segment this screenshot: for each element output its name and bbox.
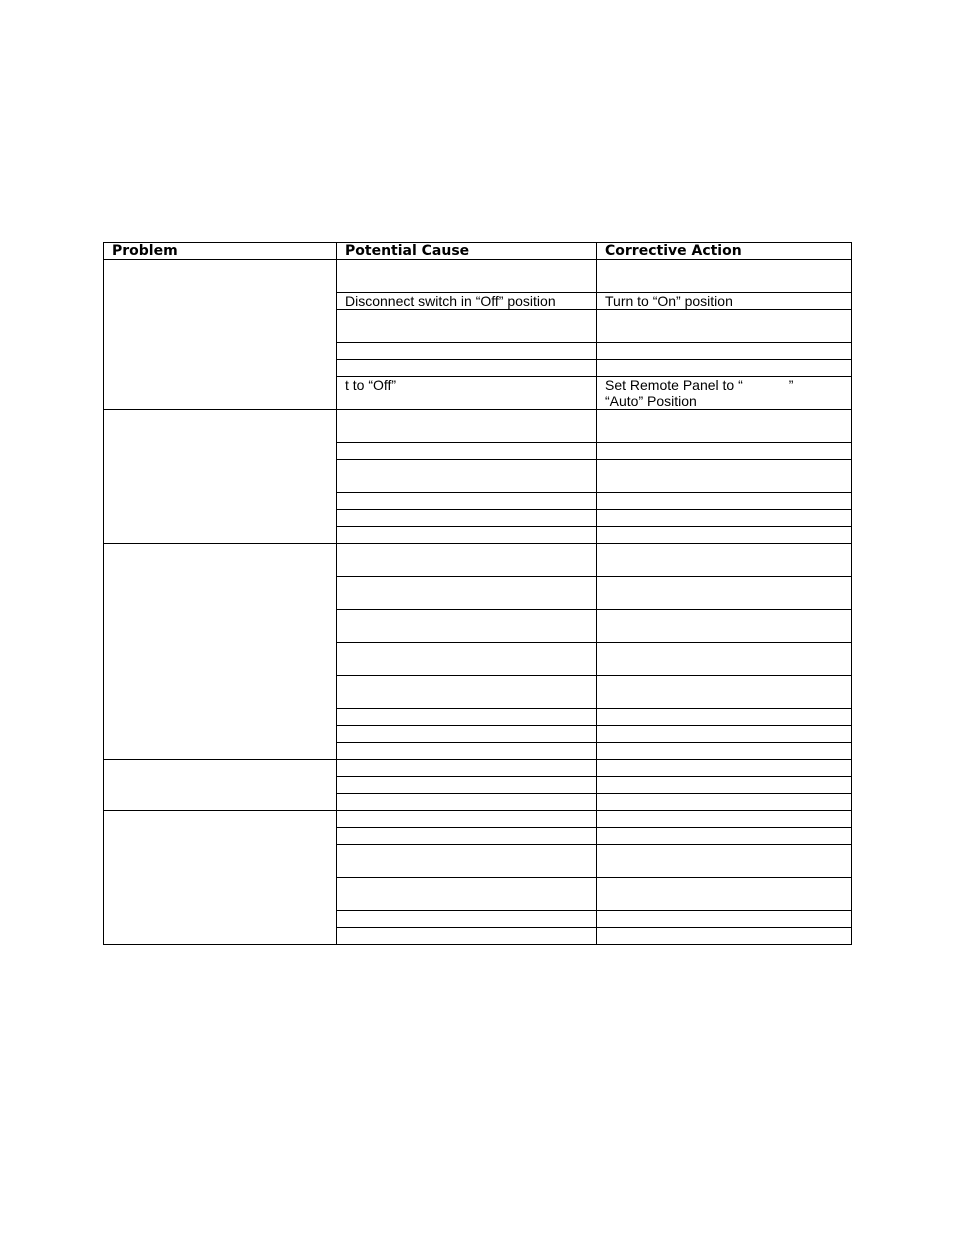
cause-cell bbox=[337, 845, 597, 878]
action-cell bbox=[597, 260, 852, 293]
cause-cell bbox=[337, 460, 597, 493]
cause-cell bbox=[337, 610, 597, 643]
problem-cell bbox=[104, 811, 337, 945]
cause-cell: Disconnect switch in “Off” position bbox=[337, 293, 597, 310]
action-line bbox=[605, 377, 851, 393]
cause-cell bbox=[337, 443, 597, 460]
action-cell bbox=[597, 911, 852, 928]
action-cell bbox=[597, 676, 852, 709]
action-cell bbox=[597, 410, 852, 443]
action-cell bbox=[597, 360, 852, 377]
problem-cell bbox=[104, 544, 337, 760]
cause-cell bbox=[337, 794, 597, 811]
cause-cell bbox=[337, 878, 597, 911]
action-cell bbox=[597, 878, 852, 911]
cause-cell bbox=[337, 544, 597, 577]
table-row bbox=[104, 544, 852, 577]
action-cell bbox=[597, 828, 852, 845]
table-row bbox=[104, 811, 852, 828]
action-cell bbox=[597, 743, 852, 760]
action-cell bbox=[597, 709, 852, 726]
cause-cell bbox=[337, 709, 597, 726]
action-cell bbox=[597, 928, 852, 945]
table-row bbox=[104, 260, 852, 293]
cause-cell bbox=[337, 643, 597, 676]
cause-cell bbox=[337, 410, 597, 443]
action-cell bbox=[597, 310, 852, 343]
action-cell bbox=[597, 777, 852, 794]
cause-cell bbox=[337, 343, 597, 360]
action-cell bbox=[597, 726, 852, 743]
problem-cell bbox=[104, 410, 337, 544]
cause-cell bbox=[337, 726, 597, 743]
problem-cell bbox=[104, 260, 337, 410]
action-text: ” bbox=[788, 377, 794, 393]
cause-cell bbox=[337, 743, 597, 760]
action-cell bbox=[597, 577, 852, 610]
table-row bbox=[104, 760, 852, 777]
action-line: “Auto” Position bbox=[605, 393, 697, 409]
cause-cell bbox=[337, 527, 597, 544]
cause-cell bbox=[337, 760, 597, 777]
cause-cell bbox=[337, 360, 597, 377]
cause-cell: t to “Off” bbox=[337, 377, 597, 410]
action-cell bbox=[597, 343, 852, 360]
action-cell bbox=[597, 544, 852, 577]
cause-cell bbox=[337, 310, 597, 343]
cause-cell bbox=[337, 777, 597, 794]
cause-cell bbox=[337, 828, 597, 845]
table-row bbox=[104, 410, 852, 443]
action-cell bbox=[597, 460, 852, 493]
cause-cell bbox=[337, 510, 597, 527]
action-cell bbox=[597, 794, 852, 811]
cause-cell bbox=[337, 676, 597, 709]
action-cell bbox=[597, 643, 852, 676]
troubleshooting-table bbox=[103, 242, 852, 945]
cause-cell bbox=[337, 911, 597, 928]
action-cell bbox=[597, 760, 852, 777]
cause-cell bbox=[337, 577, 597, 610]
header-potential-cause: Potential Cause bbox=[337, 243, 597, 260]
cause-cell bbox=[337, 811, 597, 828]
header-problem: Problem bbox=[104, 243, 337, 260]
cause-cell bbox=[337, 928, 597, 945]
header-corrective-action: Corrective Action bbox=[597, 243, 852, 260]
action-cell bbox=[597, 377, 852, 410]
action-cell bbox=[597, 845, 852, 878]
action-text: Set Remote Panel to “ bbox=[605, 377, 743, 393]
action-cell bbox=[597, 510, 852, 527]
action-cell bbox=[597, 493, 852, 510]
action-cell bbox=[597, 443, 852, 460]
cause-cell bbox=[337, 260, 597, 293]
action-cell bbox=[597, 610, 852, 643]
cause-cell bbox=[337, 493, 597, 510]
problem-cell bbox=[104, 760, 337, 811]
action-cell bbox=[597, 811, 852, 828]
action-cell bbox=[597, 527, 852, 544]
action-cell: Turn to “On” position bbox=[597, 293, 852, 310]
table-header-row bbox=[104, 243, 852, 260]
